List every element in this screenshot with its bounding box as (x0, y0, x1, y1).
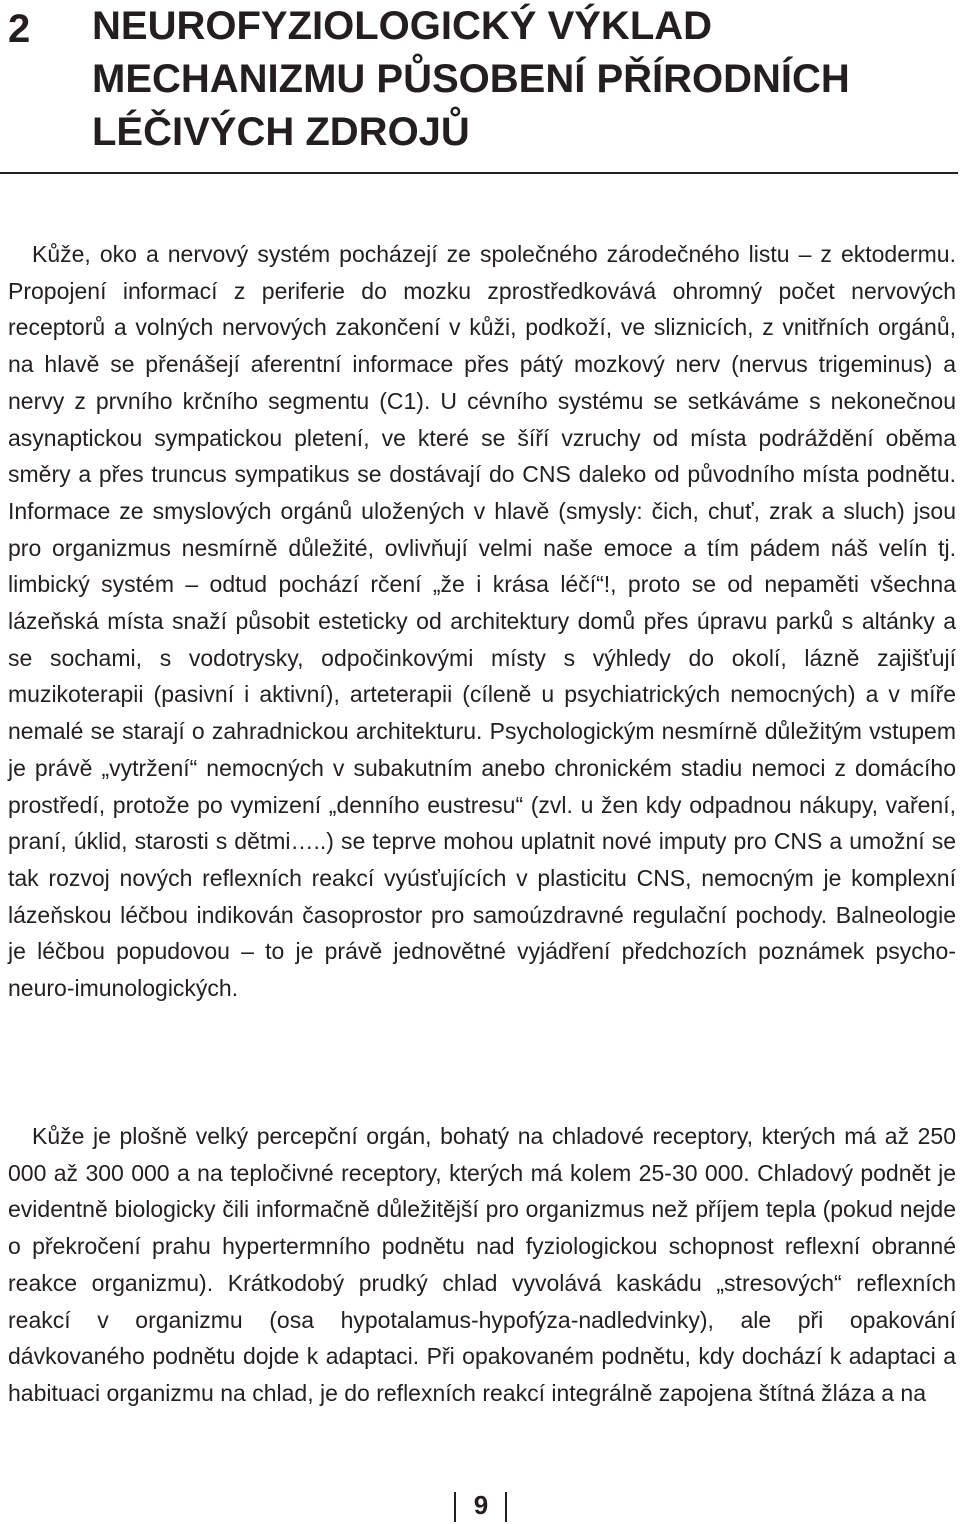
footer-divider-left (454, 1492, 456, 1522)
body-paragraph-1: Kůže, oko a nervový systém pocházejí ze společného zárodečného listu – z ektodermu. Propojení informací z periferie do mozku zprostředkovává ohromný počet nervových receptorů a volných nervových zakončení v kůži, podkoží, ve sliznicích, z vnitřních orgánů, na hlavě se přenášejí aferentní informace přes pátý mozkový nerv (nervus trigeminus) a nervy z prvního krčního segmentu (C1). U cévního systému se setkáváme s nekonečnou asynaptickou sympatickou pletení, ve které se šíří vzruchy od místa podráždění oběma směry a přes truncus sympatikus se dostávají do CNS daleko od původního místa podnětu. Informace ze smyslových orgánů uložených v hlavě (smysly: čich, chuť, zrak a sluch) jsou pro organizmus nesmírně důležité, ovlivňují velmi naše emoce a tím pádem náš velín tj. limbický systém – odtud pochází rčení „že i krása léčí“!, proto se od nepaměti všechna lázeňská místa snaží působit esteticky od architektury domů přes úpravu parků s altánky a se sochami, s vodotrysky, odpočinkovými místy s výhledy do okolí, lázně zajišťují muzikoterapii (pasivní i aktivní), arteterapii (cíleně u psychiatrických nemocných) a v míře nemalé se starají o zahradnickou architekturu. Psychologickým nesmírně důležitým vstupem je právě „vytržení“ nemocných v subakutním anebo chronickém stadiu nemoci z domácího prostředí, protože po vymizení „denního eustresu“ (zvl. u žen kdy odpadnou nákupy, vaření, praní, úklid, starosti s dětmi…..) se teprve mohou uplatnit nové imputy pro CNS a umožní se tak rozvoj nových reflexních reakcí vyúsťujících v plasticitu CNS, nemocným je komplexní lázeňskou léčbou indikován časoprostor pro samoúzdravné regulační pochody. Balneologie je léčbou popudovou – to je právě jednovětné vyjádření předchozích poznámek psycho-neuro-imunologických. (8, 241, 956, 1002)
footer-divider-right (505, 1492, 507, 1522)
chapter-title: NEUROFYZIOLOGICKÝ VÝKLAD MECHANIZMU PŮSOBENÍ PŘÍRODNÍCH LÉČIVÝCH ZDROJŮ (92, 4, 850, 154)
body-paragraph-2: Kůže je plošně velký percepční orgán, bohatý na chladové receptory, kterých má až 250 000 až 300 000 a na tepločivné receptory, kterých má kolem 25-30 000. Chladový podnět je evidentně biologicky čili informačně důležitější pro organizmus než příjem tepla (pokud nejde o překročení prahu hypertermního podnětu nad fyziologickou schopnost reflexní obranné reakce organizmu). Krátkodobý prudký chlad vyvolává kaskádu „stresových“ reflexních reakcí v organizmu (osa hypotalamus-hypofýza-nadledvinky), ale při opakování dávkovaného podnětu dojde k adaptaci. Při opakovaném podnětu, kdy dochází k adaptaci a habituaci organizmu na chlad, je do reflexních reakcí integrálně zapojena štítná žláza a na (8, 1123, 956, 1406)
page-footer (0, 1484, 960, 1524)
page-number: 9 (473, 1490, 489, 1520)
chapter-number: 2 (8, 7, 31, 51)
chapter-header (0, 0, 958, 174)
